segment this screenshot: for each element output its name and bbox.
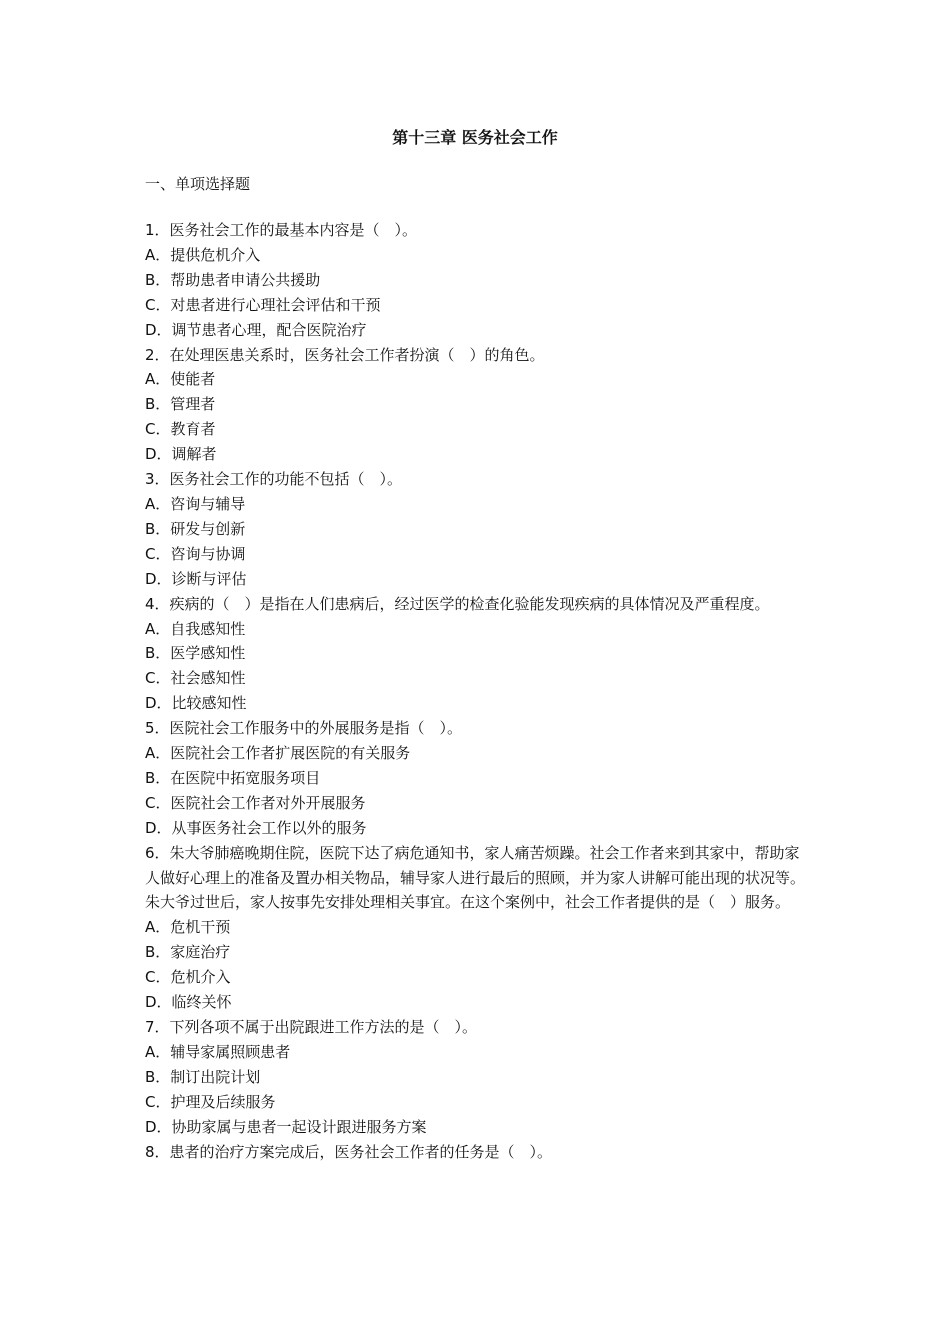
option-a: A．辅导家属照顾患者 <box>145 1042 291 1061</box>
option-a: A．危机干预 <box>145 918 231 937</box>
chapter-title: 第十三章 医务社会工作 <box>392 128 558 147</box>
option-b: B．在医院中拓宽服务项目 <box>145 768 321 787</box>
option-a: A．使能者 <box>145 370 216 389</box>
option-d: D．调解者 <box>145 445 217 464</box>
question-2 <box>145 343 805 468</box>
option-a: A．医院社会工作者扩展医院的有关服务 <box>145 744 411 763</box>
question-8 <box>145 1140 805 1165</box>
option-c: C．医院社会工作者对外开展服务 <box>145 793 366 812</box>
option-c: C．教育者 <box>145 420 216 439</box>
question-stem: 8．患者的治疗方案完成后，医务社会工作者的任务是（ ）。 <box>145 1142 553 1161</box>
question-stem: 5．医院社会工作服务中的外展服务是指（ ）。 <box>145 719 463 738</box>
question-stem: 4．疾病的（ ）是指在人们患病后，经过医学的检查化验能发现疾病的具体情况及严重程度。 <box>145 594 770 613</box>
option-d: D．协助家属与患者一起设计跟进服务方案 <box>145 1117 427 1136</box>
option-b: B．医学感知性 <box>145 644 246 663</box>
option-d: D．比较感知性 <box>145 694 247 713</box>
option-c: C．危机介入 <box>145 968 231 987</box>
question-stem: 3．医务社会工作的功能不包括（ ）。 <box>145 470 403 489</box>
option-b: B．家庭治疗 <box>145 943 231 962</box>
option-a: A．自我感知性 <box>145 619 246 638</box>
question-6 <box>145 841 805 1015</box>
option-d: D．临终关怀 <box>145 993 232 1012</box>
section-heading: 一、单项选择题 <box>145 175 251 193</box>
question-stem: 7．下列各项不属于出院跟进工作方法的是（ ）。 <box>145 1018 478 1036</box>
option-d: D．从事医务社会工作以外的服务 <box>145 818 367 837</box>
question-1 <box>145 218 805 343</box>
question-stem: 6．朱大爷肺癌晚期住院，医院下达了病危通知书，家人痛苦烦躁。社会工作者来到其家中，帮助家人做好心理上的准备及置办相关物品，辅导家人进行最后的照顾，并为家人讲解可能出现的状况等。朱大爷过世后，家人按事先安排处理相关事宜。在这个案例中，社会工作者提供的是（ ）服务。 <box>145 843 806 912</box>
option-b: B．管理者 <box>145 395 216 414</box>
document-page <box>145 126 805 1164</box>
option-c: C．对患者进行心理社会评估和干预 <box>145 295 381 314</box>
option-c: C．护理及后续服务 <box>145 1092 276 1111</box>
option-a: A．咨询与辅导 <box>145 494 246 513</box>
question-5 <box>145 716 805 841</box>
option-b: B．制订出院计划 <box>145 1067 261 1086</box>
question-4 <box>145 592 805 717</box>
question-7 <box>145 1015 805 1140</box>
question-stem: 2．在处理医患关系时，医务社会工作者扮演（ ）的角色。 <box>145 345 545 364</box>
option-b: B．帮助患者申请公共援助 <box>145 270 321 289</box>
question-3 <box>145 467 805 592</box>
option-d: D．调节患者心理，配合医院治疗 <box>145 320 367 339</box>
option-b: B．研发与创新 <box>145 519 246 538</box>
question-stem: 1．医务社会工作的最基本内容是（ ）。 <box>145 221 418 239</box>
option-c: C．社会感知性 <box>145 669 246 688</box>
option-d: D．诊断与评估 <box>145 569 247 588</box>
option-c: C．咨询与协调 <box>145 544 246 563</box>
option-a: A．提供危机介入 <box>145 245 261 264</box>
